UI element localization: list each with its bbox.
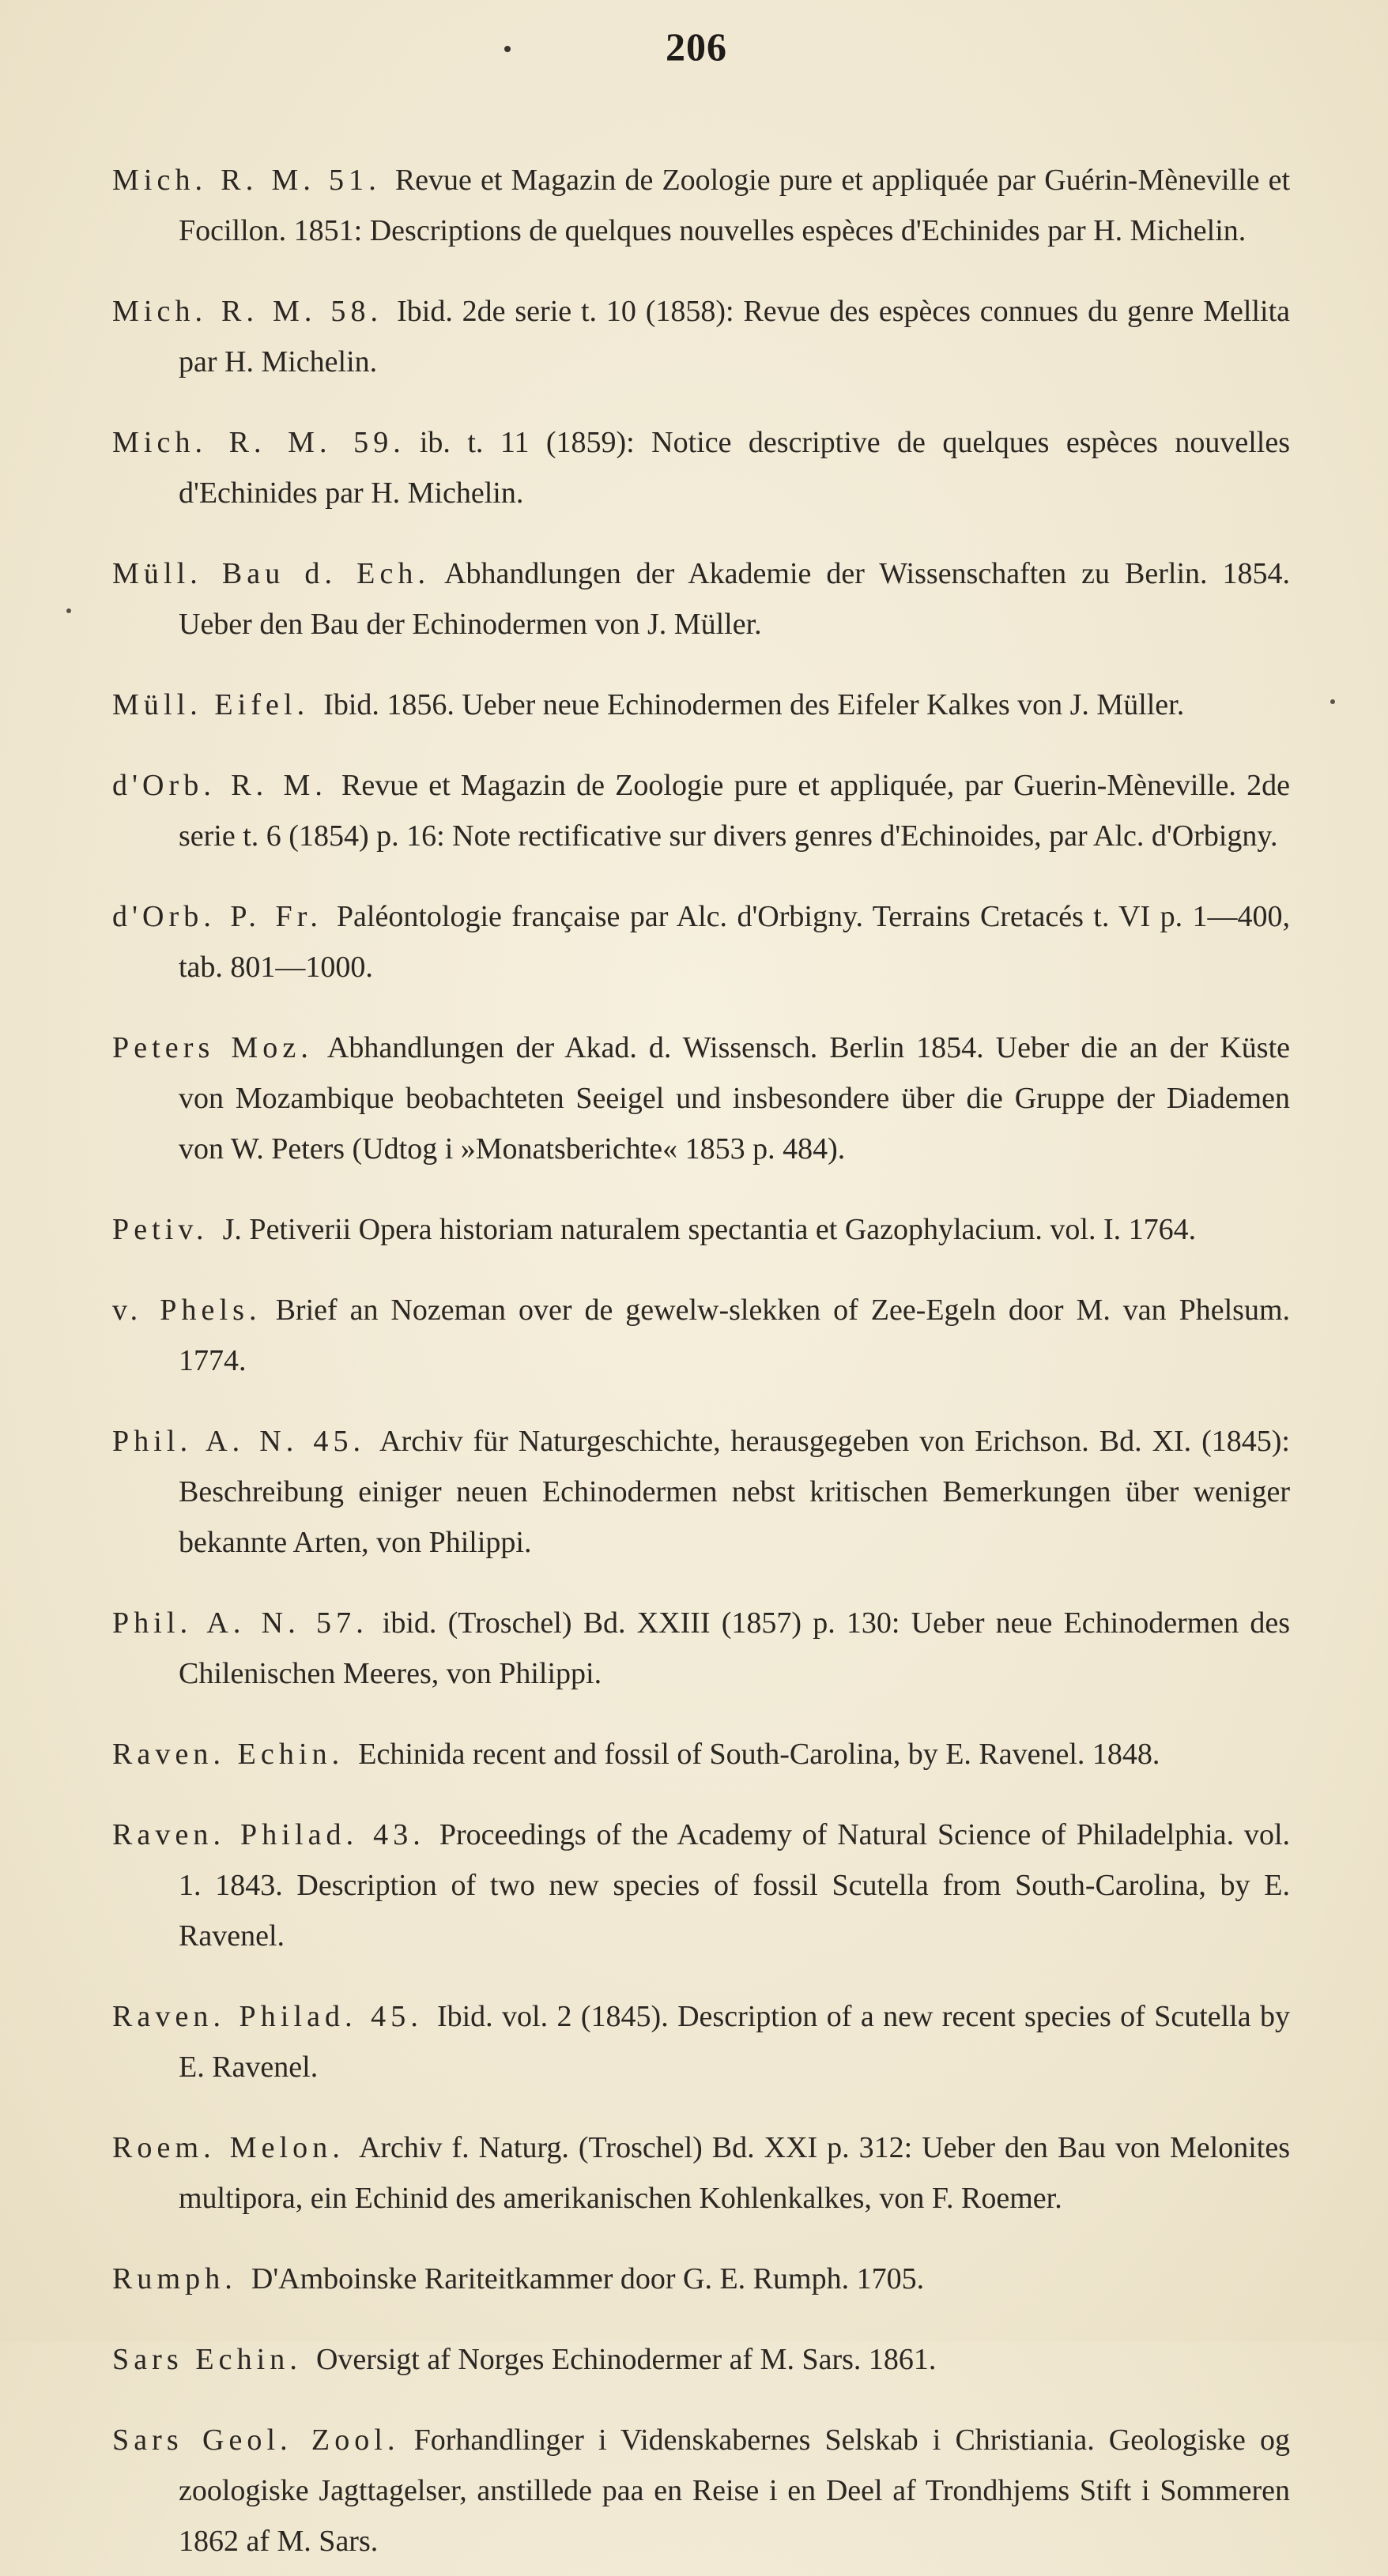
entry-abbreviation: d'Orb. R. M. [112, 769, 327, 802]
entry-abbreviation: Roem. Melon. [112, 2131, 345, 2164]
entry-abbreviation: Petiv. [112, 1213, 209, 1246]
entry-text: Proceedings of the Academy of Natural Science of Philadelphia. vol. 1. 1843. Description of two new species of fossil Scutella from South-Carolina, by E. Ravenel. [179, 1818, 1290, 1953]
bibliography-entry [112, 1729, 1290, 1779]
page-header [0, 24, 1388, 79]
entry-abbreviation: Raven. Philad. 45. [112, 2000, 423, 2033]
entry-text: Archiv für Naturgeschichte, herausgegeben von Erichson. Bd. XI. (1845): Beschreibung einiger neuen Echinodermen nebst kritischen Bemerkungen über weniger bekannte Arten, von Philippi. [179, 1425, 1290, 1559]
entry-text: Echinida recent and fossil of South-Carolina, by E. Ravenel. 1848. [358, 1738, 1160, 1771]
bibliography-entry [112, 155, 1290, 256]
entry-abbreviation: Mich. R. M. 51. [112, 164, 381, 197]
entry-text: Forhandlinger i Videnskabernes Selskab i Christiania. Geologiske og zoologiske Jagttagelser, anstillede paa en Reise i en Deel af Trondhjems Stift i Sommeren 1862 af M. Sars. [179, 2423, 1290, 2558]
entry-abbreviation: Phil. A. N. 45. [112, 1425, 366, 1458]
bibliography-entry [112, 548, 1290, 650]
entry-text: Revue et Magazin de Zoologie pure et appliquée, par Guerin-Mèneville. 2de serie t. 6 (1854) p. 16: Note rectificative sur divers genres d'Echinoides, par Alc. d'Orbigny. [179, 769, 1290, 853]
entry-text: D'Amboinske Rariteitkammer door G. E. Rumph. 1705. [251, 2262, 925, 2295]
margin-mark-right [1330, 699, 1335, 704]
bibliography-entry [112, 1598, 1290, 1699]
bibliography-entry [112, 680, 1290, 730]
bibliography-entry [112, 760, 1290, 861]
entry-abbreviation: Müll. Bau d. Ech. [112, 557, 431, 590]
bibliography-entry [112, 2122, 1290, 2224]
bibliography-entry [112, 1204, 1290, 1255]
entry-abbreviation: Raven. Echin. [112, 1738, 345, 1771]
page-number: 206 [666, 24, 727, 69]
entry-abbreviation: Rumph. [112, 2262, 237, 2295]
margin-mark-left [66, 608, 71, 613]
entry-abbreviation: Müll. Eifel. [112, 688, 310, 721]
entry-abbreviation: Sars Echin. [112, 2343, 302, 2376]
entry-abbreviation: Raven. Philad. 43. [112, 1818, 425, 1851]
entry-text: Archiv f. Naturg. (Troschel) Bd. XXI p. 312: Ueber den Bau von Melonites multipora, ein Echinid des amerikanischen Kohlenkalkes, von F. Roemer. [179, 2131, 1290, 2215]
entry-text: Ibid. 2de serie t. 10 (1858): Revue des espèces connues du genre Mellita par H. Michelin. [179, 295, 1291, 378]
entry-abbreviation: Mich. R. M. 59. [112, 426, 405, 459]
entry-text: Oversigt af Norges Echinodermer af M. Sars. 1861. [315, 2343, 937, 2376]
entry-text: Ibid. 1856. Ueber neue Echinodermen des Eifeler Kalkes von J. Müller. [323, 688, 1185, 721]
bibliography-entry [112, 1416, 1290, 1568]
entry-text: ib. t. 11 (1859): Notice descriptive de quelques espèces nouvelles d'Echinides par H. Michelin. [179, 426, 1290, 510]
bibliography-entry [112, 891, 1290, 992]
entry-abbreviation: Phil. A. N. 57. [112, 1606, 368, 1640]
entry-text: Abhandlungen der Akad. d. Wissensch. Berlin 1854. Ueber die an der Küste von Mozambique beobachteten Seeigel und insbesondere über die Gruppe der Diademen von W. Peters (Udtog i »Monatsberichte« 1853 p. 484). [179, 1031, 1290, 1166]
entry-text: Brief an Nozeman over de gewelw-slekken of Zee-Egeln door M. van Phelsum. 1774. [179, 1294, 1290, 1377]
bibliography-entry [112, 1285, 1290, 1386]
bibliography-entry [112, 2334, 1290, 2385]
entry-text: Ibid. vol. 2 (1845). Description of a new recent species of Scutella by E. Ravenel. [179, 2000, 1290, 2084]
bibliography-entry [112, 286, 1290, 387]
header-dot [504, 46, 511, 52]
bibliography-entry [112, 1810, 1290, 1961]
bibliography-entry [112, 1022, 1290, 1174]
bibliography-entry [112, 2415, 1290, 2567]
bibliography-entry [112, 2254, 1290, 2304]
bibliography-entry [112, 417, 1290, 518]
entry-abbreviation: v. Phels. [112, 1294, 262, 1327]
entry-text: Abhandlungen der Akademie der Wissenschaften zu Berlin. 1854. Ueber den Bau der Echinodermen von J. Müller. [179, 557, 1290, 641]
entry-abbreviation: Sars Geol. Zool. [112, 2423, 400, 2457]
bibliography-entry [112, 1991, 1290, 2092]
entry-abbreviation: Peters Moz. [112, 1031, 313, 1064]
entry-text: Paléontologie française par Alc. d'Orbigny. Terrains Cretacés t. VI p. 1—400, tab. 801—1000. [179, 900, 1290, 984]
entry-text: J. Petiverii Opera historiam naturalem spectantia et Gazophylacium. vol. I. 1764. [222, 1213, 1197, 1246]
bibliography-list [112, 125, 1290, 2576]
entry-abbreviation: Mich. R. M. 58. [112, 295, 383, 328]
entry-text: ibid. (Troschel) Bd. XXIII (1857) p. 130: Ueber neue Echinodermen des Chilenischen Meeres, von Philippi. [179, 1606, 1290, 1690]
entry-text: Revue et Magazin de Zoologie pure et appliquée par Guérin-Mèneville et Focillon. 1851: Descriptions de quelques nouvelles espèces d'Echinides par H. Michelin. [179, 164, 1291, 247]
entry-abbreviation: d'Orb. P. Fr. [112, 900, 322, 933]
